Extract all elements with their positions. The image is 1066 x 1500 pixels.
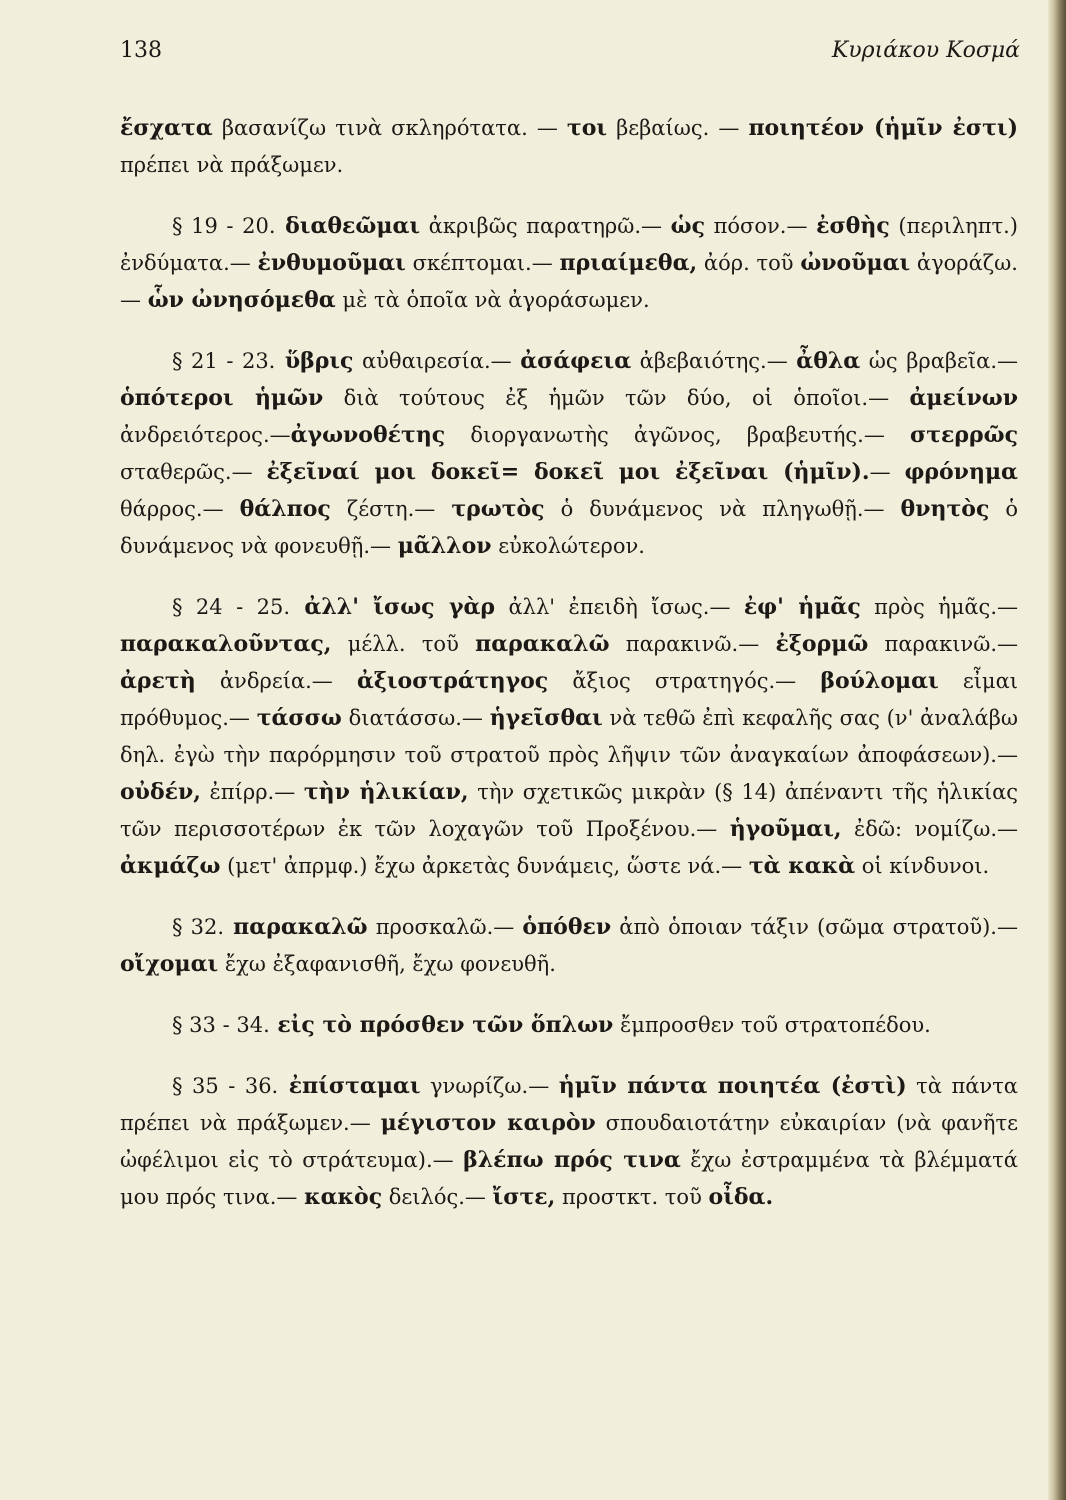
gloss-text: εὐκολώτερον.	[491, 534, 645, 558]
lemma-term: ἆθλα	[796, 348, 861, 374]
lemma-term: παρακαλοῦντας,	[120, 631, 332, 657]
gloss-text: τὰ πάντα πρέπει νὰ πράξωμεν.—	[120, 1074, 1018, 1135]
gloss-text: ἄξιος στρατηγός.—	[548, 669, 821, 693]
lemma-term: ἐξεῖναί μοι δοκεῖ= δοκεῖ μοι ἐξεῖναι (ἡμῖν).	[266, 459, 870, 485]
lemma-term: θάλπος	[239, 496, 331, 522]
lemma-term: οἴχομαι	[120, 951, 219, 977]
gloss-text: μέλλ. τοῦ	[331, 632, 476, 656]
lemma-term: μᾶλλον	[397, 533, 492, 559]
gloss-text: παρακινῶ.—	[609, 632, 776, 656]
gloss-text: § 33 - 34.	[172, 1013, 270, 1037]
lemma-term: ποιητέον (ἡμῖν ἐστι)	[748, 115, 1018, 141]
paragraph-section	[120, 589, 1018, 885]
lemma-term: πριαίμεθα,	[559, 250, 698, 276]
lemma-term: παρακαλῶ	[224, 914, 368, 940]
gloss-text: πόσον.—	[705, 214, 817, 238]
gloss-text: σπουδαιοτάτην εὐκαιρίαν (νὰ φανῆτε ὠφέλιμοι εἰς τὸ στράτευμα).—	[120, 1111, 1019, 1172]
gloss-text: γνωρίζω.—	[420, 1074, 559, 1098]
lemma-term: ὕβρις	[275, 348, 354, 374]
gloss-text: ἀνδρεία.—	[195, 669, 357, 693]
lemma-term: ὠνοῦμαι	[800, 250, 911, 276]
lemma-term: θνητὸς	[900, 496, 990, 522]
lemma-term: ἡγοῦμαι,	[729, 816, 842, 842]
paragraph-section	[120, 909, 1018, 983]
gloss-text: ἔχω ἐστραμμένα τὰ βλέμματά μου πρός τινα.—	[120, 1148, 1018, 1209]
paragraph-intro	[120, 110, 1018, 184]
lemma-term: μέγιστον καιρὸν	[380, 1110, 596, 1136]
lemma-term: τοι	[566, 115, 608, 141]
gloss-text: σταθερῶς.—	[120, 460, 267, 484]
paragraph-section	[120, 1068, 1018, 1216]
lemma-term: ἔσχατα	[120, 115, 213, 141]
gloss-text: θάρρος.—	[120, 497, 240, 521]
paragraph-section	[120, 1007, 1018, 1044]
page-header	[120, 38, 1020, 68]
gloss-text: παρακινῶ.—	[868, 632, 1018, 656]
lemma-term: οἶδα.	[708, 1184, 774, 1210]
lemma-term: τὰ κακὰ	[748, 853, 856, 879]
lemma-term: τὴν ἡλικίαν,	[303, 779, 469, 805]
lemma-term: ὡς	[670, 213, 705, 239]
commentary-text	[120, 110, 1018, 1240]
lemma-term: ἡμῖν πάντα ποιητέα (ἐστὶ)	[558, 1073, 907, 1099]
gloss-text: ἀβεβαιότης.—	[631, 349, 797, 373]
gloss-text: ὁ δυνάμενος νὰ πληγωθῇ.—	[544, 497, 901, 521]
running-title: Κυριάκου Κοσμά	[831, 38, 1020, 63]
lemma-term: βλέπω πρός τινα	[463, 1147, 681, 1173]
lemma-term: ἀξιοστράτηγος	[356, 668, 549, 694]
lemma-term: ἡγεῖσθαι	[489, 705, 603, 731]
lemma-term: ὧν ὠνησόμεθα	[147, 287, 336, 313]
lemma-term: ἐπίσταμαι	[278, 1073, 421, 1099]
gloss-text: ἐπίρρ.—	[200, 780, 304, 804]
gloss-text: νὰ τεθῶ ἐπὶ κεφαλῆς σας (ν' ἀναλάβω δηλ. ἐγὼ τὴν παρόρμησιν τοῦ στρατοῦ πρὸς λῆψιν τῶν ἀναγκαίων ἀποφάσεων).—	[120, 706, 1018, 767]
lemma-term: ἀγωνοθέτης	[290, 422, 446, 448]
gloss-text: πρὸς ἡμᾶς.—	[860, 595, 1018, 619]
gloss-text: § 24 - 25.	[172, 595, 290, 619]
gloss-text: ἀνδρειότερος.—	[120, 423, 291, 447]
gloss-text: προσκαλῶ.—	[367, 915, 523, 939]
gloss-text: ἀπὸ ὁποιαν τάξιν (σῶμα στρατοῦ).—	[611, 915, 1018, 939]
gloss-text: (μετ' ἀπρμφ.) ἔχω ἀρκετὰς δυνάμεις, ὥστε νά.—	[220, 854, 749, 878]
gloss-text: ἔμπροσθεν τοῦ στρατοπέδου.	[613, 1013, 931, 1037]
gloss-text: μὲ τὰ ὁποῖα νὰ ἀγοράσωμεν.	[335, 288, 650, 312]
gloss-text: —	[869, 460, 905, 484]
gloss-text: (περιληπτ.) ἐνδύματα.—	[120, 214, 1018, 275]
lemma-term: στερρῶς	[909, 422, 1018, 448]
lemma-term: βούλομαι	[820, 668, 939, 694]
gloss-text: οἱ κίνδυνοι.	[855, 854, 990, 878]
gloss-text: τὴν σχετικῶς μικρὰν (§ 14) ἀπέναντι τῆς ἡλικίας τῶν περισσοτέρων ἐκ τῶν λοχαγῶν τοῦ Προξένου.—	[120, 780, 1019, 841]
gloss-text: προστκτ. τοῦ	[555, 1185, 709, 1209]
gloss-text: ὁ δυνάμενος νὰ φονευθῇ.—	[120, 497, 1018, 558]
lemma-term: ἐφ' ἡμᾶς	[743, 594, 861, 620]
gloss-text: βασανίζω τινὰ σκληρότατα. —	[212, 116, 567, 140]
gloss-text: εἶμαι πρόθυμος.—	[120, 669, 1018, 730]
lemma-term: φρόνημα	[904, 459, 1018, 485]
lemma-term: ὁπόθεν	[522, 914, 612, 940]
lemma-term: ἀρετὴ	[120, 668, 196, 694]
gloss-text: ἐδῶ: νομίζω.—	[841, 817, 1018, 841]
lemma-term: ἀσάφεια	[520, 348, 632, 374]
gloss-text: § 19 - 20.	[172, 214, 276, 238]
book-spine-edge	[1048, 0, 1066, 1500]
lemma-term: οὐδέν,	[120, 779, 201, 805]
gloss-text: § 32.	[172, 915, 225, 939]
gloss-text: ἀκριβῶς παρατηρῶ.—	[420, 214, 671, 238]
paragraph-section	[120, 343, 1018, 565]
gloss-text: διατάσσω.—	[341, 706, 490, 730]
lemma-term: ἀκμάζω	[120, 853, 221, 879]
lemma-term: τάσσω	[256, 705, 342, 731]
lemma-term: ἐξορμῶ	[775, 631, 869, 657]
gloss-text: αὐθαιρεσία.—	[353, 349, 521, 373]
lemma-term: κακὸς	[304, 1184, 383, 1210]
gloss-text: ἀόρ. τοῦ	[697, 251, 801, 275]
gloss-text: ὡς βραβεῖα.—	[860, 349, 1018, 373]
lemma-term: διαθεῶμαι	[275, 213, 421, 239]
gloss-text: ζέστη.—	[330, 497, 452, 521]
lemma-term: ἐνθυμοῦμαι	[257, 250, 406, 276]
lemma-term: ὁπότεροι ἡμῶν	[120, 385, 324, 411]
gloss-text: δειλός.—	[382, 1185, 493, 1209]
gloss-text: ἔχω ἐξαφανισθῆ, ἔχω φονευθῆ.	[218, 952, 556, 976]
page-number: 138	[120, 38, 162, 63]
gloss-text: ἀγοράζω.—	[120, 251, 1018, 312]
lemma-term: τρωτὸς	[451, 496, 545, 522]
lemma-term: παρακαλῶ	[475, 631, 610, 657]
lemma-term: ἐσθὴς	[816, 213, 890, 239]
gloss-text: § 35 - 36.	[172, 1074, 279, 1098]
gloss-text: ἀλλ' ἐπειδὴ ἴσως.—	[495, 595, 744, 619]
gloss-text: διοργανωτὴς ἀγῶνος, βραβευτής.—	[445, 423, 910, 447]
paragraph-section	[120, 208, 1018, 319]
gloss-text: § 21 - 23.	[172, 349, 276, 373]
lemma-term: ἀλλ' ἴσως γὰρ	[290, 594, 496, 620]
lemma-term: εἰς τὸ πρόσθεν τῶν ὅπλων	[269, 1012, 614, 1038]
gloss-text: βεβαίως. —	[607, 116, 749, 140]
gloss-text: πρέπει νὰ πράξωμεν.	[120, 153, 344, 177]
gloss-text: σκέπτομαι.—	[405, 251, 560, 275]
gloss-text: διὰ τούτους ἐξ ἡμῶν τῶν δύο, οἱ ὁποῖοι.—	[323, 386, 910, 410]
lemma-term: ἀμείνων	[909, 385, 1018, 411]
lemma-term: ἴστε,	[492, 1184, 556, 1210]
